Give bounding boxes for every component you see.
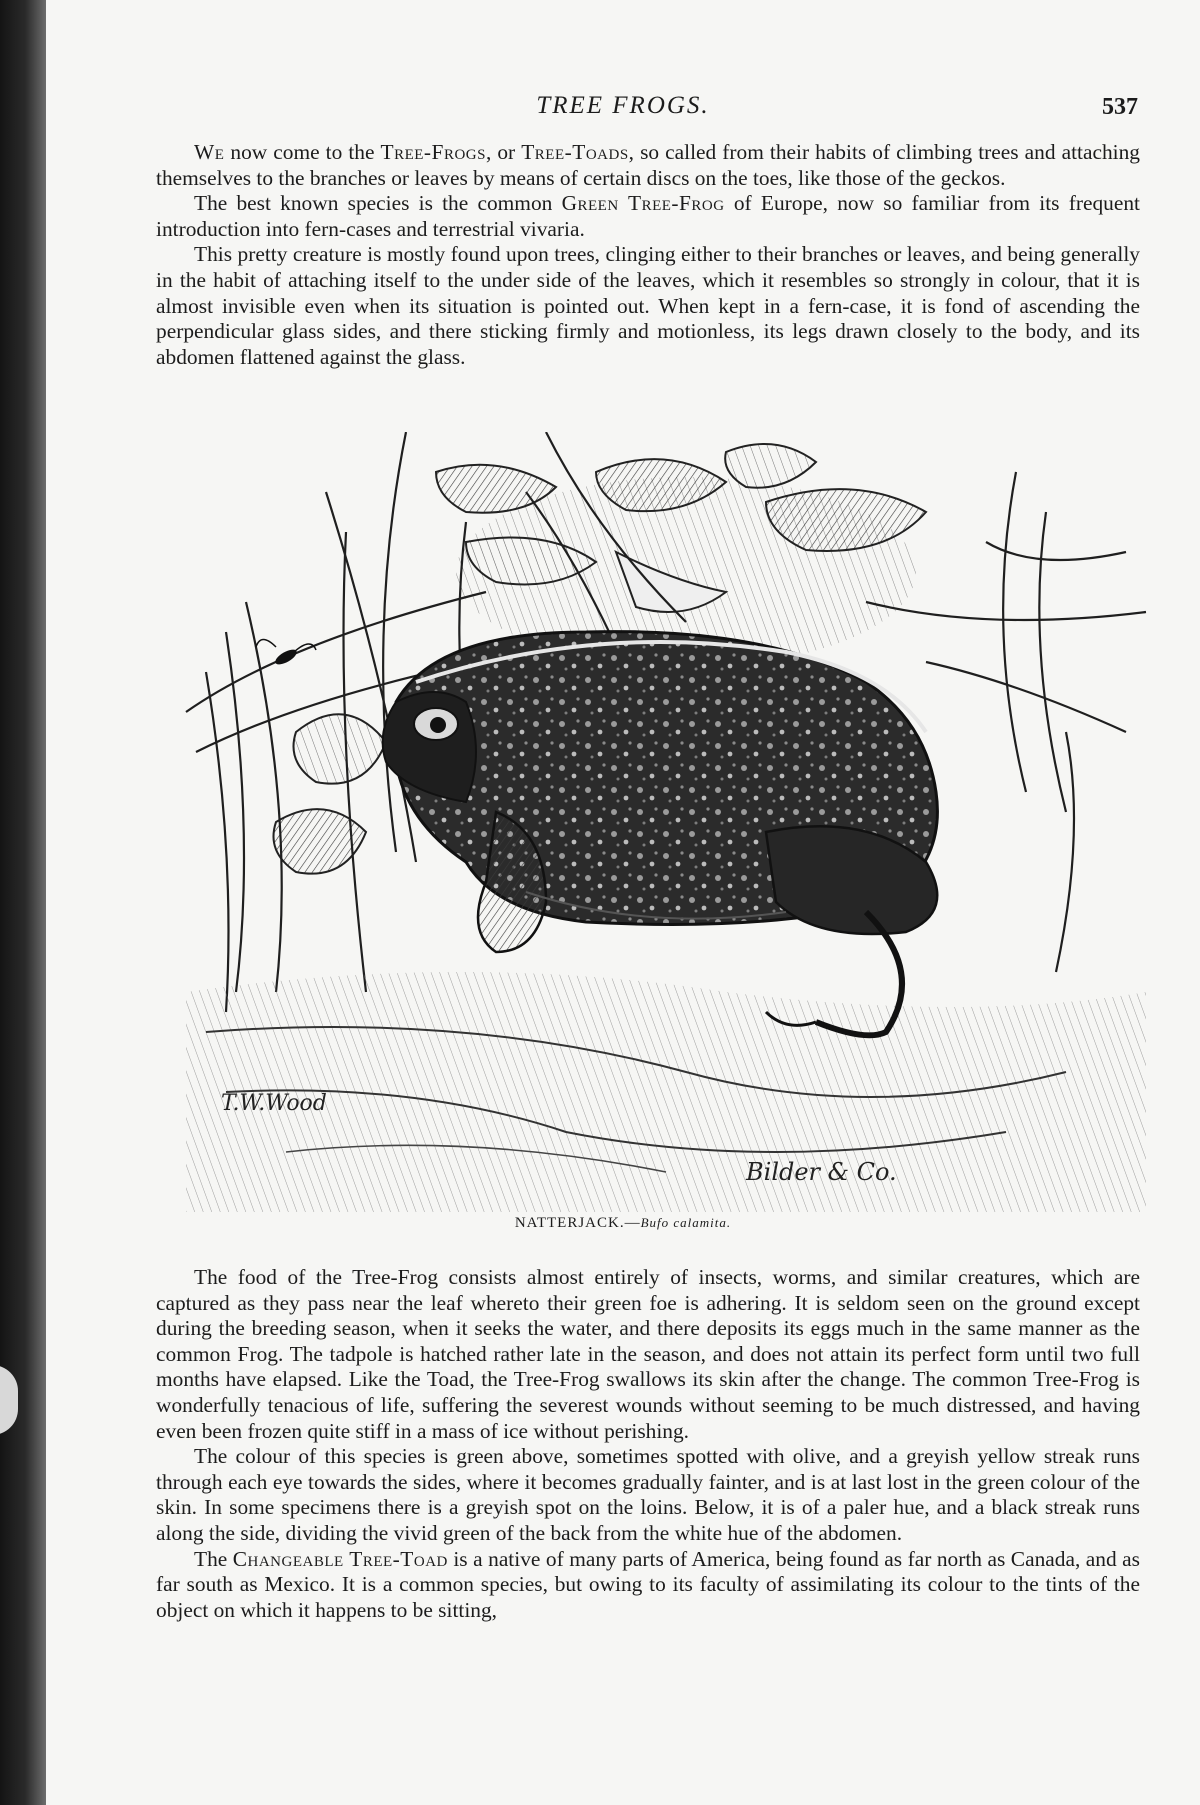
text-run: The xyxy=(194,1546,233,1571)
bottom-text-block xyxy=(156,1265,1140,1623)
text-run: of Europe, now so familiar from its frequent introduction into fern-cases and terrestrial vivaria. xyxy=(156,191,1140,241)
page-number: 537 xyxy=(1102,94,1138,120)
caption-name: NATTERJACK.— xyxy=(514,1215,641,1231)
term-green-tree-frog: Green Tree-Frog xyxy=(561,191,725,216)
lead-word: We xyxy=(194,140,225,164)
paragraph-food: The food of the Tree-Frog consists almost entirely of insects, worms, and similar creatures, which are captured as they pass near the leaf whereto their green foe is adhering. It is seldom seen on the ground except during the breeding season, when it seeks the water, and there deposits its eggs much in the same manner as the common Frog. The tadpole is hatched rather late in the season, and does not attain its perfect form until two full months have elapsed. Like the Toad, the Tree-Frog swallows its skin after the change. The common Tree-Frog is wonderfully tenacious of life, suffering the severest wounds without seeming to be much distressed, and having even been frozen quite stiff in a mass of ice without perishing. xyxy=(156,1265,1140,1443)
natterjack-illustration xyxy=(166,432,1166,1222)
running-title: TREE FROGS. xyxy=(536,92,710,119)
figure-caption xyxy=(46,1215,1200,1232)
artist-signature: T.W.Wood xyxy=(221,1091,327,1116)
page-header xyxy=(46,92,1200,128)
term-changeable-tree-toad: Changeable Tree-Toad xyxy=(232,1546,448,1571)
book-page xyxy=(46,0,1200,1805)
text-run: , so called from their habits of climbing trees and attaching themselves to the branches or leaves by means of certain discs on the toes, like those of the geckos. xyxy=(156,140,1140,190)
term-tree-toads: Tree-Toads xyxy=(521,140,629,164)
caption-latin-name: Bufo calamita. xyxy=(640,1215,732,1230)
paragraph-changeable-tree-toad xyxy=(156,1547,1140,1624)
insect xyxy=(256,640,316,668)
paragraph-green-tree-frog xyxy=(156,191,1140,242)
scan-dark-margin xyxy=(0,0,46,1805)
ground xyxy=(186,972,1146,1212)
text-run: The best known species is the common xyxy=(194,191,562,216)
paragraph-colour: The colour of this species is green above, sometimes spotted with olive, and a greyish yellow streak runs through each eye towards the sides, where it becomes gradually fainter, and is at last lost in the green colour of the skin. In some specimens there is a greyish spot on the loins. Below, it is of a paler hue, and a black streak runs along the side, dividing the vivid green of the back from the white hue of the abdomen. xyxy=(156,1444,1140,1545)
text-run: , or xyxy=(485,140,522,164)
text-run: is a native of many parts of America, being found as far north as Canada, and as far south as Mexico. It is a common species, but owing to its faculty of assimilating its colour to the tints of the object on which it happens to be sitting, xyxy=(156,1546,1140,1622)
top-text-block xyxy=(156,140,1140,370)
engraving-drawing xyxy=(166,432,1166,1212)
engraver-signature: Bilder & Co. xyxy=(746,1158,897,1186)
paragraph-habits: This pretty creature is mostly found upon trees, clinging either to their branches or leaves, and being generally in the habit of attaching itself to the under side of the leaves, which it resembles so strongly in colour, that it is almost invisible even when its situation is pointed out. When kept in a fern-case, it is fond of ascending the perpendicular glass sides, and there sticking firmly and motionless, its legs drawn closely to the body, and its abdomen flattened against the glass. xyxy=(156,242,1140,369)
paragraph-intro xyxy=(156,140,1140,191)
text-run: now come to the xyxy=(224,140,381,164)
term-tree-frogs: Tree-Frogs xyxy=(380,140,486,164)
